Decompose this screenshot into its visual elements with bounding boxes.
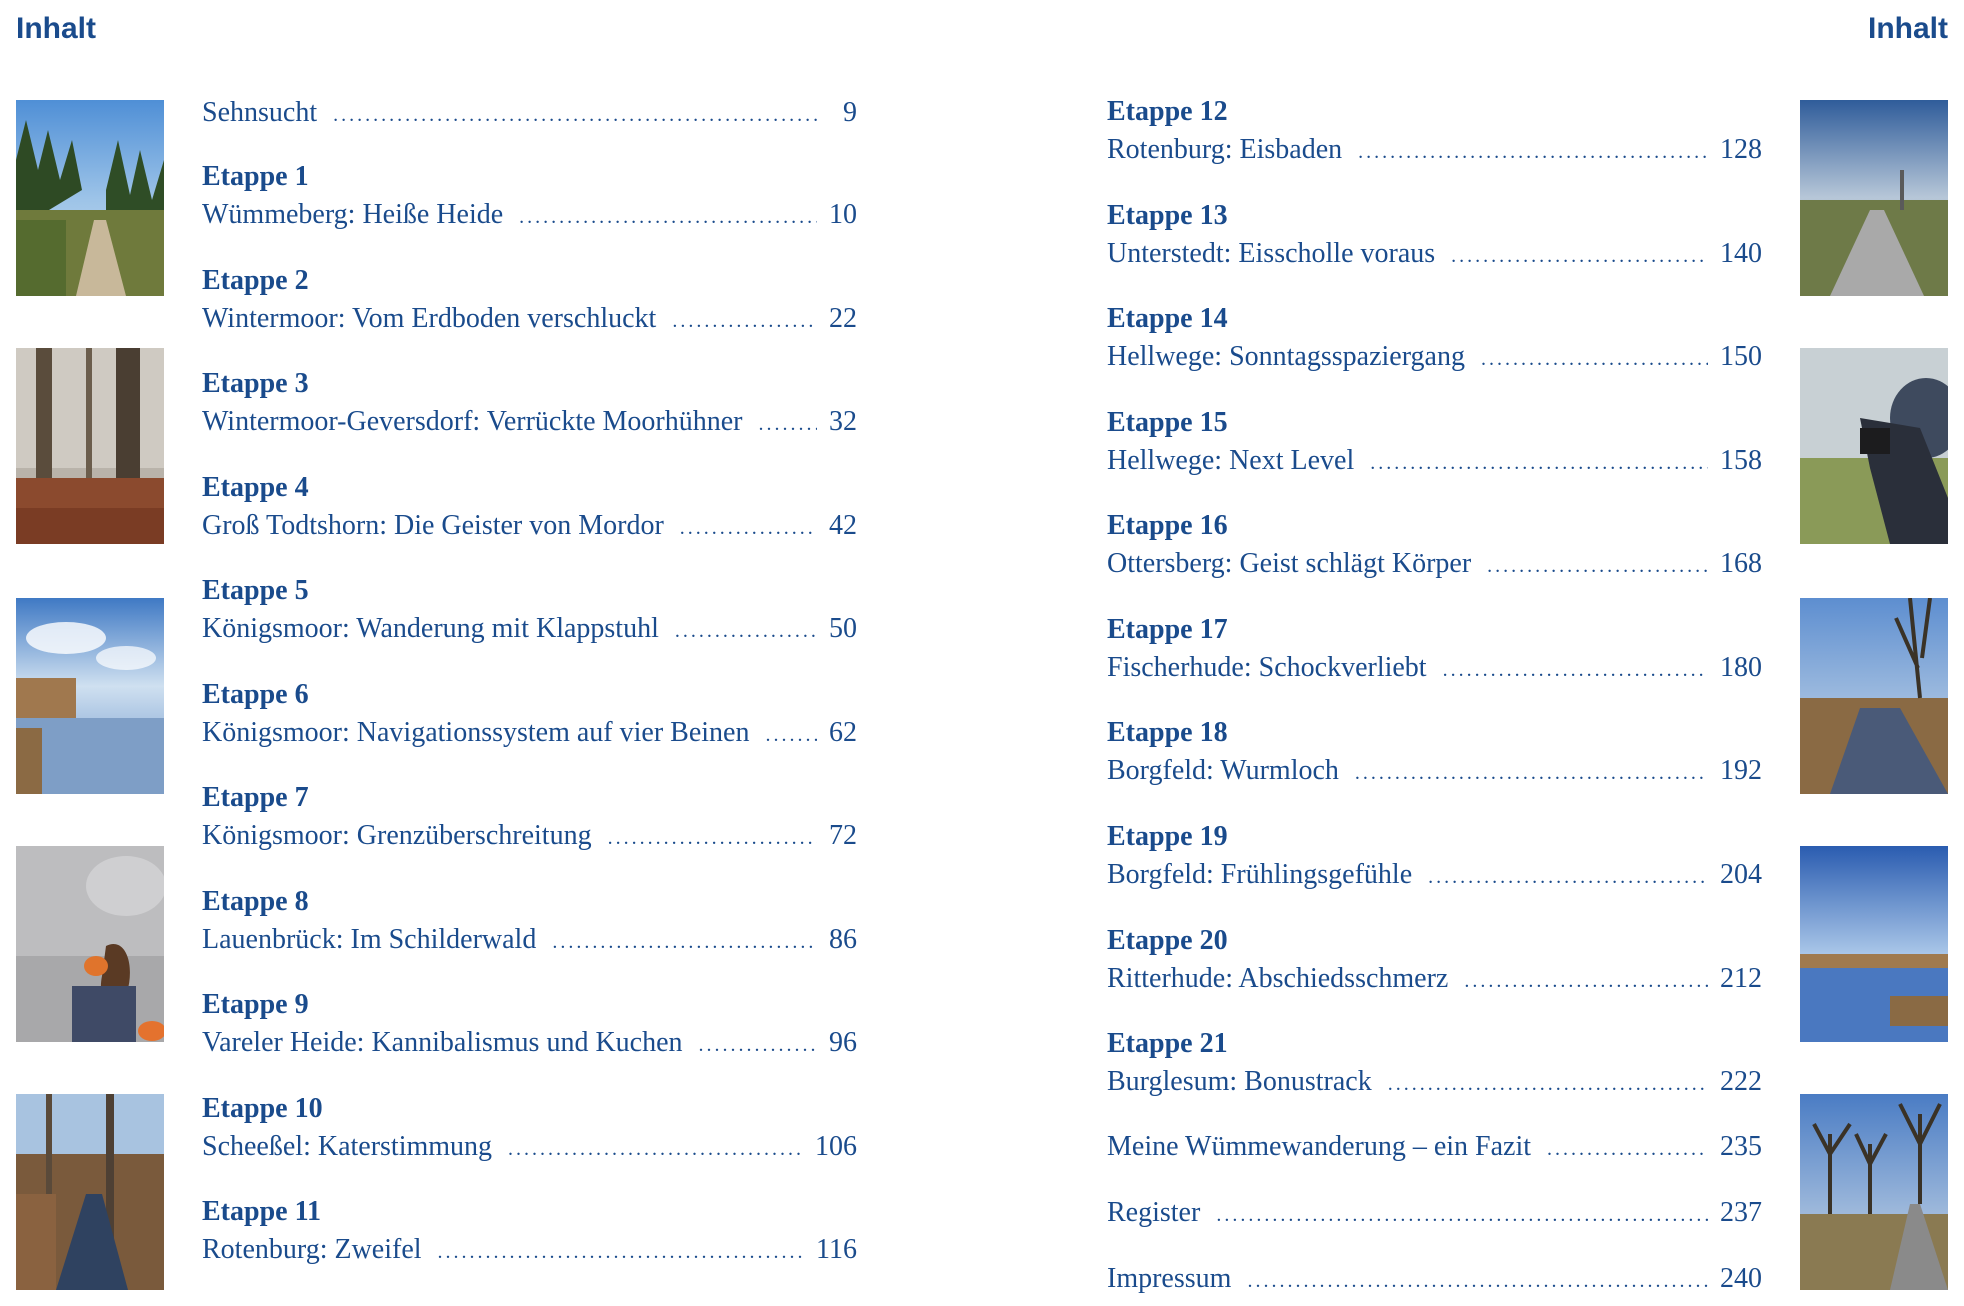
toc-stage-label: Etappe 4	[202, 472, 309, 503]
toc-title: Meine Wümmewanderung – ein Fazit	[1107, 1131, 1532, 1162]
forest-creek-photo	[16, 1094, 164, 1290]
toc-title: Ritterhude: Abschiedsschmerz	[1107, 963, 1449, 994]
flooded-meadow-photo	[1800, 846, 1948, 1042]
toc-title: Rotenburg: Eisbaden	[1107, 134, 1343, 165]
toc-entry[interactable]	[1107, 922, 1762, 998]
leader-dots	[1547, 1130, 1708, 1168]
toc-title: Borgfeld: Wurmloch	[1107, 755, 1339, 786]
toc-stage-label: Etappe 2	[202, 265, 309, 296]
toc-page-number: 158	[1720, 445, 1762, 476]
toc-title: Sehnsucht	[202, 97, 318, 128]
leader-dots	[699, 1026, 817, 1064]
leader-dots	[519, 198, 817, 236]
toc-title: Borgfeld: Frühlingsgefühle	[1107, 859, 1413, 890]
toc-entry[interactable]	[202, 365, 857, 441]
toc-page-number: 240	[1720, 1263, 1762, 1294]
toc-page-number: 96	[829, 1027, 857, 1058]
leader-dots	[333, 96, 817, 134]
forest-path-photo	[16, 100, 164, 296]
toc-stage-label: Etappe 15	[1107, 407, 1228, 438]
toc-page-number: 150	[1720, 341, 1762, 372]
toc-page-number: 50	[829, 613, 857, 644]
toc-title: Hellwege: Next Level	[1107, 445, 1355, 476]
toc-entry[interactable]	[202, 986, 857, 1062]
toc-entry[interactable]	[1107, 300, 1762, 376]
toc-stage-label: Etappe 20	[1107, 925, 1228, 956]
toc-entry[interactable]	[1107, 507, 1762, 583]
leader-dots	[1428, 858, 1708, 896]
toc-page-number: 86	[829, 924, 857, 955]
leader-dots	[1464, 962, 1708, 1000]
toc-stage-label: Etappe 5	[202, 575, 309, 606]
toc-page-number: 9	[843, 97, 857, 128]
toc-title: Rotenburg: Zweifel	[202, 1234, 422, 1265]
leader-dots	[680, 509, 817, 547]
toc-title: Register	[1107, 1197, 1201, 1228]
toc-title: Königsmoor: Wanderung mit Klappstuhl	[202, 613, 659, 644]
toc-entry[interactable]	[202, 572, 857, 648]
toc-title: Groß Todtshorn: Die Geister von Mordor	[202, 510, 664, 541]
toc-entry[interactable]	[1107, 1194, 1762, 1232]
toc-page-number: 212	[1720, 963, 1762, 994]
toc-entry[interactable]	[202, 779, 857, 855]
toc-title: Hellwege: Sonntagsspaziergang	[1107, 341, 1465, 372]
leader-dots	[438, 1233, 804, 1271]
toc-title: Lauenbrück: Im Schilderwald	[202, 924, 537, 955]
toc-stage-label: Etappe 17	[1107, 614, 1228, 645]
toc-page-number: 235	[1720, 1131, 1762, 1162]
dog-photo	[16, 846, 164, 1042]
toc-entry[interactable]	[1107, 93, 1762, 169]
toc-title: Ottersberg: Geist schlägt Körper	[1107, 548, 1472, 579]
toc-entry[interactable]	[1107, 1128, 1762, 1166]
toc-stage-label: Etappe 6	[202, 679, 309, 710]
toc-entry[interactable]	[1107, 1025, 1762, 1101]
toc-title: Vareler Heide: Kannibalismus und Kuchen	[202, 1027, 683, 1058]
toc-page-number: 42	[829, 510, 857, 541]
toc-stage-label: Etappe 7	[202, 782, 309, 813]
frozen-ditch-photo	[1800, 100, 1948, 296]
toc-entry[interactable]	[202, 883, 857, 959]
tree-lined-road-photo	[1800, 1094, 1948, 1290]
toc-page-number: 237	[1720, 1197, 1762, 1228]
lake-reeds-photo	[16, 598, 164, 794]
toc-title: Scheeßel: Katerstimmung	[202, 1131, 493, 1162]
toc-title: Königsmoor: Grenzüberschreitung	[202, 820, 592, 851]
leader-dots	[1247, 1262, 1708, 1300]
toc-entry[interactable]	[202, 158, 857, 234]
toc-title: Unterstedt: Eisscholle voraus	[1107, 238, 1436, 269]
leader-dots	[1388, 1065, 1708, 1103]
leader-dots	[508, 1130, 803, 1168]
toc-stage-label: Etappe 14	[1107, 303, 1228, 334]
toc-entry[interactable]	[1107, 404, 1762, 480]
toc-title: Fischerhude: Schockverliebt	[1107, 652, 1427, 683]
toc-title: Wintermoor: Vom Erdboden verschluckt	[202, 303, 657, 334]
toc-page-number: 140	[1720, 238, 1762, 269]
photographer-photo	[1800, 348, 1948, 544]
leader-dots	[765, 716, 817, 754]
toc-entry[interactable]	[202, 676, 857, 752]
toc-stage-label: Etappe 9	[202, 989, 309, 1020]
leader-dots	[1355, 754, 1708, 792]
toc-title: Königsmoor: Navigationssystem auf vier Beinen	[202, 717, 750, 748]
river-trees-photo	[1800, 598, 1948, 794]
toc-entry[interactable]	[1107, 1260, 1762, 1298]
leader-dots	[1451, 237, 1708, 275]
leader-dots	[675, 612, 817, 650]
toc-entry[interactable]	[202, 1090, 857, 1166]
toc-entry[interactable]	[202, 94, 857, 132]
toc-page-number: 116	[816, 1234, 857, 1265]
leader-dots	[608, 819, 817, 857]
leader-dots	[1443, 651, 1708, 689]
toc-title: Burglesum: Bonustrack	[1107, 1066, 1372, 1097]
leader-dots	[1487, 547, 1708, 585]
leader-dots	[759, 405, 817, 443]
leader-dots	[672, 302, 817, 340]
toc-stage-label: Etappe 3	[202, 368, 309, 399]
toc-stage-label: Etappe 12	[1107, 96, 1228, 127]
toc-stage-label: Etappe 11	[202, 1196, 322, 1227]
toc-entry[interactable]	[1107, 714, 1762, 790]
toc-page-number: 10	[829, 199, 857, 230]
toc-page-number: 72	[829, 820, 857, 851]
toc-page-number: 180	[1720, 652, 1762, 683]
page-heading-right: Inhalt	[1868, 12, 1948, 45]
toc-page-number: 32	[829, 406, 857, 437]
toc-entry[interactable]	[202, 262, 857, 338]
leader-dots	[1481, 340, 1708, 378]
toc-page-number: 222	[1720, 1066, 1762, 1097]
toc-page-number: 106	[815, 1131, 857, 1162]
toc-title: Wintermoor-Geversdorf: Verrückte Moorhühner	[202, 406, 743, 437]
toc-stage-label: Etappe 19	[1107, 821, 1228, 852]
toc-stage-label: Etappe 1	[202, 161, 309, 192]
toc-page-number: 204	[1720, 859, 1762, 890]
leader-dots	[1216, 1196, 1708, 1234]
toc-entry[interactable]	[202, 1193, 857, 1269]
toc-stage-label: Etappe 16	[1107, 510, 1228, 541]
toc-entry[interactable]	[1107, 818, 1762, 894]
page-heading-left: Inhalt	[16, 12, 96, 45]
toc-stage-label: Etappe 18	[1107, 717, 1228, 748]
toc-page-number: 22	[829, 303, 857, 334]
toc-title: Impressum	[1107, 1263, 1232, 1294]
toc-page-number: 168	[1720, 548, 1762, 579]
toc-page-number: 62	[829, 717, 857, 748]
toc-entry[interactable]	[1107, 197, 1762, 273]
leader-dots	[1358, 133, 1708, 171]
toc-stage-label: Etappe 10	[202, 1093, 323, 1124]
toc-page-number: 192	[1720, 755, 1762, 786]
leader-dots	[1370, 444, 1708, 482]
toc-page-number: 128	[1720, 134, 1762, 165]
leader-dots	[552, 923, 817, 961]
toc-entry[interactable]	[1107, 611, 1762, 687]
toc-stage-label: Etappe 21	[1107, 1028, 1228, 1059]
toc-stage-label: Etappe 13	[1107, 200, 1228, 231]
toc-entry[interactable]	[202, 469, 857, 545]
toc-title: Wümmeberg: Heiße Heide	[202, 199, 504, 230]
bare-forest-photo	[16, 348, 164, 544]
toc-stage-label: Etappe 8	[202, 886, 309, 917]
